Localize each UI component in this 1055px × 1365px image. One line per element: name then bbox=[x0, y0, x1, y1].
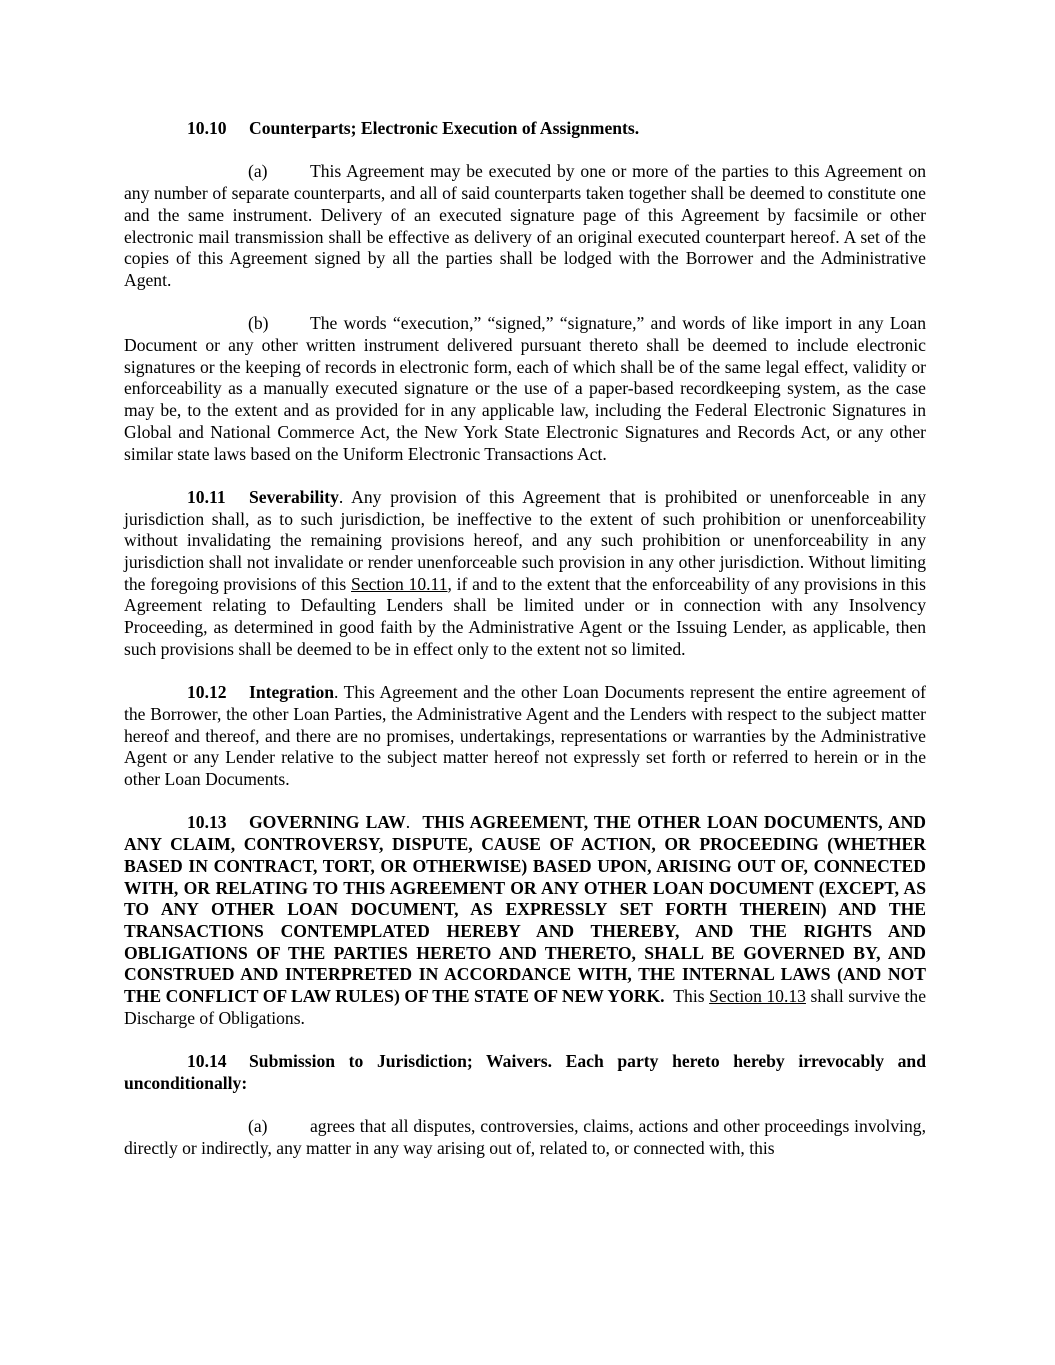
section-10-10-a bbox=[124, 161, 926, 291]
section-punctuation: . bbox=[405, 812, 423, 833]
clause-label: (a) bbox=[248, 161, 268, 182]
clause-text: This Agreement may be executed by one or more of the parties to this Agreement on any number of separate counterparts, and all of said counterparts taken together shall be deemed to constitute one and the same instrument. Delivery of an executed signature page of this Agreement by facsimile or other electronic mail transmission shall be effective as delivery of an original executed counterpart hereof. A set of the copies of this Agreement signed by all the parties shall be lodged with the Borrower and the Administrative Agent. bbox=[124, 161, 926, 290]
section-title: Counterparts; Electronic Execution of Assignments. bbox=[249, 118, 640, 138]
section-title: Integration bbox=[249, 682, 335, 703]
clause-text: The words “execution,” “signed,” “signature,” and words of like import in any Loan Document or any other written instrument delivered pursuant thereto shall be deemed to include electronic signatures or the keeping of records in electronic form, each of which shall be of the same legal effect, validity or enforceability as a manually executed signature or the use of a paper-based recordkeeping system, as the case may be, to the extent and as provided for in any applicable law, including the Federal Electronic Signatures in Global and National Commerce Act, the New York State Electronic Signatures and Records Act, or any other similar state laws based on the Uniform Electronic Transactions Act. bbox=[124, 313, 926, 464]
governing-law-text: THIS AGREEMENT, THE OTHER LOAN DOCUMENTS, AND ANY CLAIM, CONTROVERSY, DISPUTE, CAUSE OF ACTION, OR PROCEEDING (WHETHER BASED IN CONTRACT, TORT, OR OTHERWISE) BASED UPON, ARISING OUT OF, CONNECTED WITH, OR RELATING TO THIS AGREEMENT OR ANY OTHER LOAN DOCUMENT (EXCEPT, AS TO ANY OTHER LOAN DOCUMENT, AS EXPRESSLY SET FORTH THEREIN) AND THE TRANSACTIONS CONTEMPLATED HEREBY AND THEREBY, AND THE RIGHTS AND OBLIGATIONS OF THE PARTIES HERETO AND THERETO, SHALL BE GOVERNED BY, AND CONSTRUED AND INTERPRETED IN ACCORDANCE WITH, THE INTERNAL LAWS (AND NOT THE CONFLICT OF LAW RULES) OF THE STATE OF NEW YORK. bbox=[124, 812, 926, 1007]
section-10-13 bbox=[124, 812, 926, 1029]
clause-label: (b) bbox=[248, 313, 269, 334]
section-text: . Any provision of this Agreement that is prohibited or unenforceable in any jurisdiction shall, as to such jurisdiction, be ineffective to the extent of such prohibition or unenforceability without invalidating the remaining provisions hereof, and any such prohibition or unenforceability in any jurisdiction shall not invalidate or render unenforceable such provision in any other jurisdiction. Without limiting the foregoing provisions of this bbox=[124, 486, 926, 594]
section-text: . This Agreement and the other Loan Documents represent the entire agreement of the Borrower, the other Loan Parties, the Administrative Agent and the Lenders with respect to the subject matter hereof and thereof, and there are no promises, undertakings, representations or warranties by the Administrative Agent or any Lender relative to the subject matter hereof not expressly set forth or referred to herein or in the other Loan Documents. bbox=[124, 682, 926, 790]
section-text: This bbox=[664, 986, 710, 1007]
section-10-10-b bbox=[124, 313, 926, 465]
section-10-12 bbox=[124, 682, 926, 791]
section-reference: Section 10.13 bbox=[709, 986, 806, 1007]
section-number: 10.13 bbox=[187, 812, 227, 833]
section-text: , if and to the extent that the enforceability of any provisions in this Agreement relating to Defaulting Lenders shall be limited under or in connection with any Insolvency Proceeding, as determined in good faith by the Administrative Agent or the Issuing Lender, as applicable, then such provisions shall be deemed to be in effect only to the extent not so limited. bbox=[124, 573, 926, 659]
section-text: shall survive the Discharge of Obligations. bbox=[124, 986, 927, 1028]
section-number: 10.12 bbox=[187, 682, 227, 703]
section-title: GOVERNING LAW bbox=[249, 812, 406, 833]
section-10-14-heading bbox=[124, 1051, 926, 1094]
section-10-10-heading bbox=[124, 118, 926, 140]
clause-text: agrees that all disputes, controversies, claims, actions and other proceedings involving, directly or indirectly, any matter in any way arising out of, related to, or connected with, this bbox=[124, 1116, 926, 1158]
section-reference: Section 10.11 bbox=[351, 573, 448, 594]
section-10-11 bbox=[124, 487, 926, 661]
section-number: 10.11 bbox=[187, 486, 226, 507]
section-title: Submission to Jurisdiction; Waivers. Each party hereto hereby irrevocably and unconditionally: bbox=[124, 1051, 926, 1093]
document-page bbox=[124, 118, 926, 1160]
section-10-14-a bbox=[124, 1116, 926, 1159]
section-title: Severability bbox=[249, 486, 339, 507]
section-number: 10.14 bbox=[187, 1051, 227, 1072]
clause-label: (a) bbox=[248, 1116, 268, 1137]
section-number: 10.10 bbox=[187, 118, 227, 138]
